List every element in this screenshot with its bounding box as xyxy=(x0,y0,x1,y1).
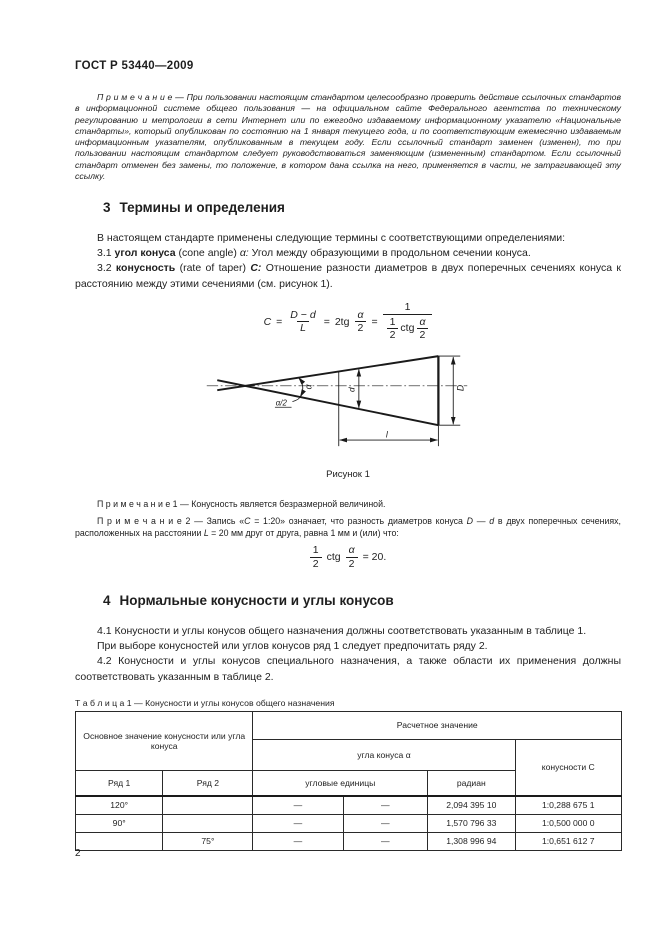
header-radians: радиан xyxy=(428,771,515,797)
cone-top-generatrix xyxy=(217,356,438,390)
page-number: 2 xyxy=(75,848,81,859)
cell-angular-1: — xyxy=(253,815,343,833)
label-D: D xyxy=(455,384,466,392)
cell-ryad1 xyxy=(76,833,163,851)
header-cone-angle: угла конуса α xyxy=(253,740,515,771)
figure-caption: Рисунок 1 xyxy=(326,469,370,480)
formula-result: = 20. xyxy=(362,551,387,564)
referenced-standards-note: П р и м е ч а н и е — При пользовании настоящим стандартом целесообразно проверить действие ссылочных стандартов в информационной системе общего пользования — на официальном сайте Федерального агентства по техническому регулированию и метрологии в сети Интернет или по ежегодно издаваемому информационному указателю «Национальные стандарты», который опубликован по состоянию на 1 января текущего года, и по соответствующим ежемесячно издаваемым информационным указателям, опубликованным в текущем году. Если ссылочный стандарт заменен (изменен), то при пользовании настоящим стандартом следует руководствоваться заменяющим (измененным) стандартом. Если ссылочный стандарт отменен без замены, то положение, в котором дана ссылка на него, применяется в части, не затрагивающей эту ссылку. xyxy=(75,92,621,182)
section-3-heading xyxy=(103,200,285,215)
fraction-alpha-2: $\frac{\alpha}{2}$ xyxy=(346,544,358,570)
formula-ctg: ctg xyxy=(326,551,341,564)
equals-sign: = xyxy=(276,315,283,328)
ctg-formula xyxy=(75,544,621,570)
paragraph-4-2: 4.2 Конусности и углы конусов специального назначения, а также области их применения должны соответствовать указанным в таблице 2. xyxy=(75,655,621,683)
cell-radians: 1,308 996 94 xyxy=(428,833,515,851)
cell-taper: 1:0,651 612 7 xyxy=(515,833,622,851)
term-3-1-term: угол конуса xyxy=(114,247,176,260)
cell-taper: 1:0,500 000 0 xyxy=(515,815,622,833)
note-2-var-C: С xyxy=(244,516,251,526)
term-3-1-symbol: α: xyxy=(239,247,249,260)
note-2-var-d: d xyxy=(489,516,495,526)
header-taper: конусности С xyxy=(515,740,622,797)
section-4-heading xyxy=(103,593,394,608)
term-3-2-term: конусность xyxy=(115,262,176,275)
section-4-title: Нормальные конусности и углы конусов xyxy=(119,593,394,608)
cell-ryad1: 90° xyxy=(76,815,163,833)
table-row xyxy=(76,815,622,833)
term-3-1 xyxy=(75,246,621,261)
term-3-1-number: 3.1 xyxy=(97,247,115,260)
label-l: l xyxy=(385,429,388,440)
label-d: d xyxy=(346,387,357,392)
formula-2tg: 2tg xyxy=(334,315,350,328)
cell-ryad2 xyxy=(163,796,253,815)
term-3-2 xyxy=(75,261,621,291)
term-3-2-definition: Отношение разности диаметров в двух поперечных сечениях конуса к расстоянию между этими сечениями (см. рисунок 1). xyxy=(75,262,622,290)
terms-intro: В настоящем стандарте применены следующие термины с соответствующими определениями: xyxy=(97,232,566,244)
table-row xyxy=(76,796,622,815)
fraction-alpha-2: $\frac{\alpha}{2}$ xyxy=(416,316,428,342)
table-row xyxy=(76,833,622,851)
cell-radians: 2,094 395 10 xyxy=(428,796,515,815)
cell-angular-1: — xyxy=(253,796,343,815)
equals-sign: = xyxy=(323,315,330,328)
equals-sign: = xyxy=(371,315,378,328)
paragraph-4-1: 4.1 Конусности и углы конусов общего назначения должны соответствовать указанным в таблице 1. xyxy=(97,625,587,637)
cell-angular-2: — xyxy=(343,796,428,815)
section-4-number: 4 xyxy=(103,593,111,608)
cell-angular-2: — xyxy=(343,815,428,833)
header-main-value: Основное значение конусности или угла конуса xyxy=(76,712,253,771)
note-2-var-D: D xyxy=(466,516,474,526)
table-1-caption: Т а б л и ц а 1 — Конусности и углы конусов общего назначения xyxy=(75,698,335,708)
note-2: П р и м е ч а н и е 2 — Запись «С = 1:20» означает, что разность диаметров конуса D — d в двух поперечных сечениях, расположенных на расстоянии L = 20 мм друг от друга, равна 1 мм и (или) что: xyxy=(75,516,621,538)
taper-formula xyxy=(75,301,621,343)
fraction-reciprocal: 1 $\frac{1}{2}$ ctg $\frac{\alpha}{2}$ xyxy=(383,301,433,343)
document-code-header: ГОСТ Р 53440—2009 xyxy=(75,60,194,72)
term-3-2-number: 3.2 xyxy=(97,262,116,275)
term-3-2-english: (rate of taper) xyxy=(175,262,251,275)
fraction-half: $\frac{1}{2}$ xyxy=(387,316,399,342)
table-1 xyxy=(75,711,622,851)
cell-ryad2 xyxy=(163,815,253,833)
section-3-title: Термины и определения xyxy=(119,200,285,215)
note-1: П р и м е ч а н и е 1 — Конусность является безразмерной величиной. xyxy=(97,499,386,509)
cell-ryad1: 120° xyxy=(76,796,163,815)
cell-taper: 1:0,288 675 1 xyxy=(515,796,622,815)
formula-ctg: ctg xyxy=(400,322,415,335)
fraction-Dd-L: $\frac{D - d}{L}$ xyxy=(290,308,316,335)
header-calculated-value: Расчетное значение xyxy=(253,712,622,740)
term-3-2-symbol: С: xyxy=(250,262,262,275)
terms-definitions-block xyxy=(75,231,621,292)
note-2-var-L: L xyxy=(203,527,209,538)
cone-diagram xyxy=(172,350,502,468)
cell-radians: 1,570 796 33 xyxy=(428,815,515,833)
formula-var-C: C xyxy=(263,315,272,328)
section-3-number: 3 xyxy=(103,200,111,215)
label-alpha-half: α/2 xyxy=(275,398,287,408)
label-alpha: α xyxy=(303,384,314,390)
header-angular-units: угловые единицы xyxy=(253,771,428,797)
cell-ryad2: 75° xyxy=(163,833,253,851)
term-3-1-definition: Угол между образующими в продольном сечении конуса. xyxy=(248,247,531,260)
paragraph-4-1b: При выборе конусностей или углов конусов ряд 1 следует предпочитать ряду 2. xyxy=(97,640,488,653)
section-4-block xyxy=(75,624,621,685)
term-3-1-english: (cone angle) xyxy=(175,247,240,260)
cell-angular-1: — xyxy=(253,833,343,851)
header-ryad-1: Ряд 1 xyxy=(76,771,163,797)
cell-angular-2: — xyxy=(343,833,428,851)
cone-bottom-generatrix xyxy=(217,380,438,425)
alpha-angle-arc xyxy=(299,378,303,397)
header-ryad-2: Ряд 2 xyxy=(163,771,253,797)
fraction-alpha-2: $\frac{\alpha}{2}$ xyxy=(354,309,366,335)
fraction-half: $\frac{1}{2}$ xyxy=(310,544,322,570)
